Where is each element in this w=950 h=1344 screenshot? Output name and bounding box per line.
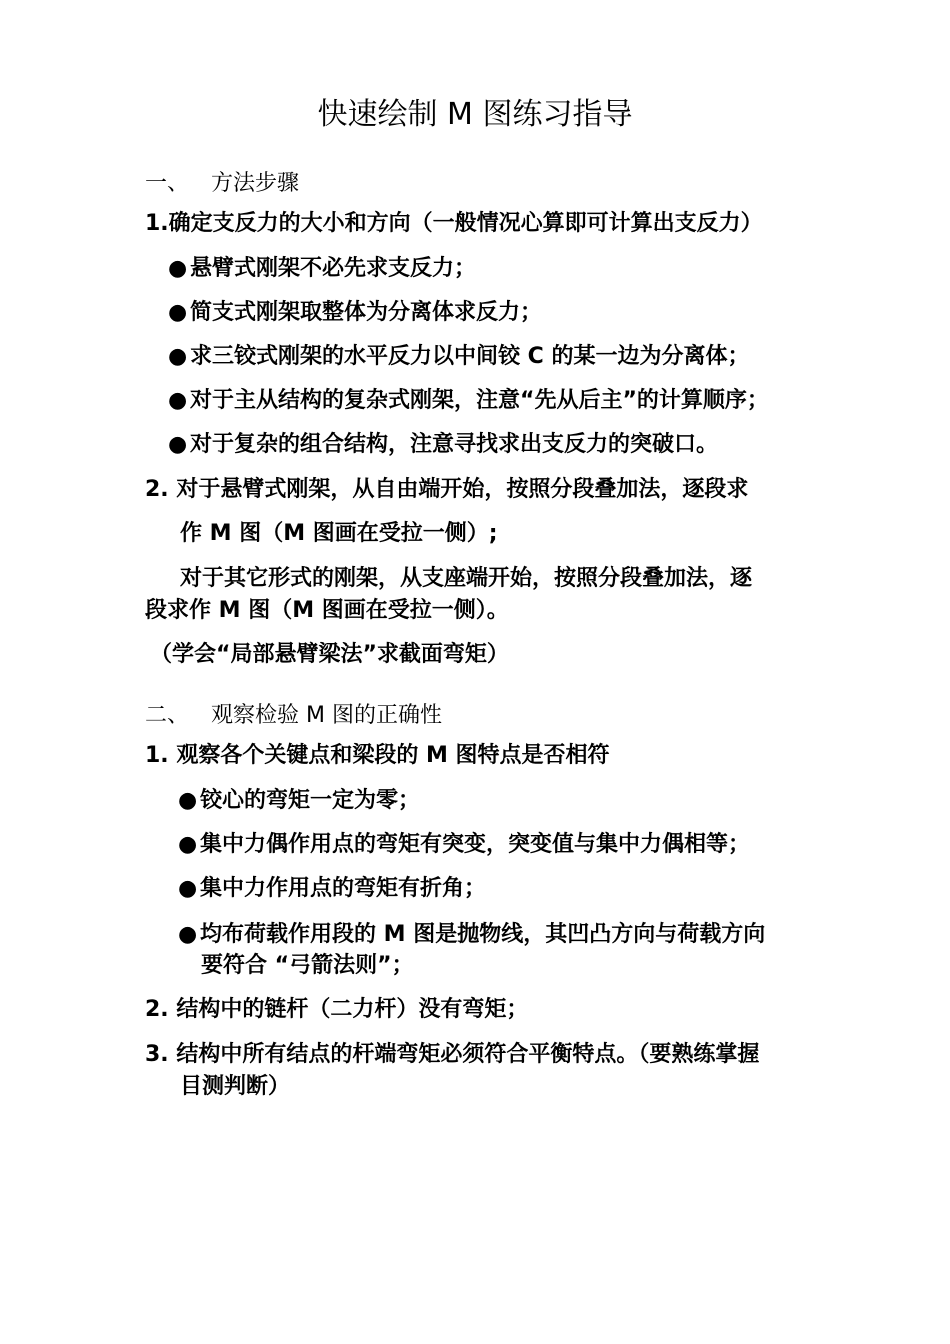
bullet-icon: ● [168, 388, 188, 413]
bullet-icon: ● [168, 256, 188, 281]
s2-bullet-3 [178, 878, 486, 900]
s2-bullet-4-cont: 要符合 “弓箭法则”； [201, 953, 414, 978]
s1-bullet-1 [168, 258, 476, 280]
bullet-icon: ● [178, 788, 198, 813]
s1-bullet-text: 对于主从结构的复杂式刚架，注意“先从后主”的计算顺序； [190, 388, 769, 413]
bullet-icon: ● [168, 344, 188, 369]
s1-bullet-3 [168, 346, 749, 368]
s2-bullet-text: 铰心的弯矩一定为零； [200, 788, 421, 813]
section-heading-1 [145, 173, 299, 195]
s1-item-2-line-1: 2. 对于悬臂式刚架，从自由端开始，按照分段叠加法，逐段求 [145, 477, 749, 502]
s1-bullet-text: 简支式刚架取整体为分离体求反力； [190, 300, 543, 325]
section-title-1: 方法步骤 [211, 171, 300, 196]
s2-bullet-text: 集中力偶作用点的弯矩有突变，突变值与集中力偶相等； [200, 832, 751, 857]
bullet-icon: ● [178, 876, 198, 901]
section-number-1: 一、 [145, 171, 190, 196]
s2-bullet-2 [178, 834, 750, 856]
bullet-icon: ● [178, 922, 198, 947]
s1-bullet-text: 悬臂式刚架不必先求支反力； [190, 256, 477, 281]
bullet-icon: ● [178, 832, 198, 857]
page-title: 快速绘制 M 图练习指导 [317, 97, 633, 132]
s2-bullet-text: 均布荷载作用段的 M 图是抛物线，其凹凸方向与荷载方向 [200, 922, 766, 947]
s2-bullet-text: 集中力作用点的弯矩有折角； [200, 876, 487, 901]
s2-item-1: 1. 观察各个关键点和梁段的 M 图特点是否相符 [145, 743, 610, 768]
section-number-2: 二、 [145, 703, 190, 728]
s1-item-1: 1.确定支反力的大小和方向（一般情况心算即可计算出支反力） [145, 211, 763, 236]
s1-bullet-4 [168, 390, 769, 412]
bullet-icon: ● [168, 432, 188, 457]
s2-bullet-1 [178, 790, 420, 812]
s2-bullet-4 [178, 924, 765, 946]
s1-bullet-5 [168, 434, 718, 456]
s2-item-2: 2. 结构中的链杆（二力杆）没有弯矩； [145, 997, 529, 1022]
s1-item-2-line-4: 段求作 M 图（M 图画在受拉一侧）。 [145, 598, 509, 623]
section-title-2: 观察检验 M 图的正确性 [211, 703, 442, 728]
s1-bullet-text: 求三铰式刚架的水平反力以中间铰 C 的某一边为分离体； [190, 344, 750, 369]
bullet-icon: ● [168, 300, 188, 325]
section-heading-2 [145, 705, 442, 727]
s1-item-2-line-2: 作 M 图（M 图画在受拉一侧）; [180, 521, 498, 546]
s1-bullet-text: 对于复杂的组合结构，注意寻找求出支反力的突破口。 [190, 432, 719, 457]
s2-item-3-line-1: 3. 结构中所有结点的杆端弯矩必须符合平衡特点。（要熟练掌握 [145, 1042, 760, 1067]
s1-item-2-line-3: 对于其它形式的刚架，从支座端开始，按照分段叠加法，逐 [180, 566, 753, 591]
s1-item-2-note: （学会“局部悬臂梁法”求截面弯矩） [150, 642, 509, 667]
s2-item-3-line-2: 目测判断） [180, 1074, 291, 1099]
s1-bullet-2 [168, 302, 542, 324]
